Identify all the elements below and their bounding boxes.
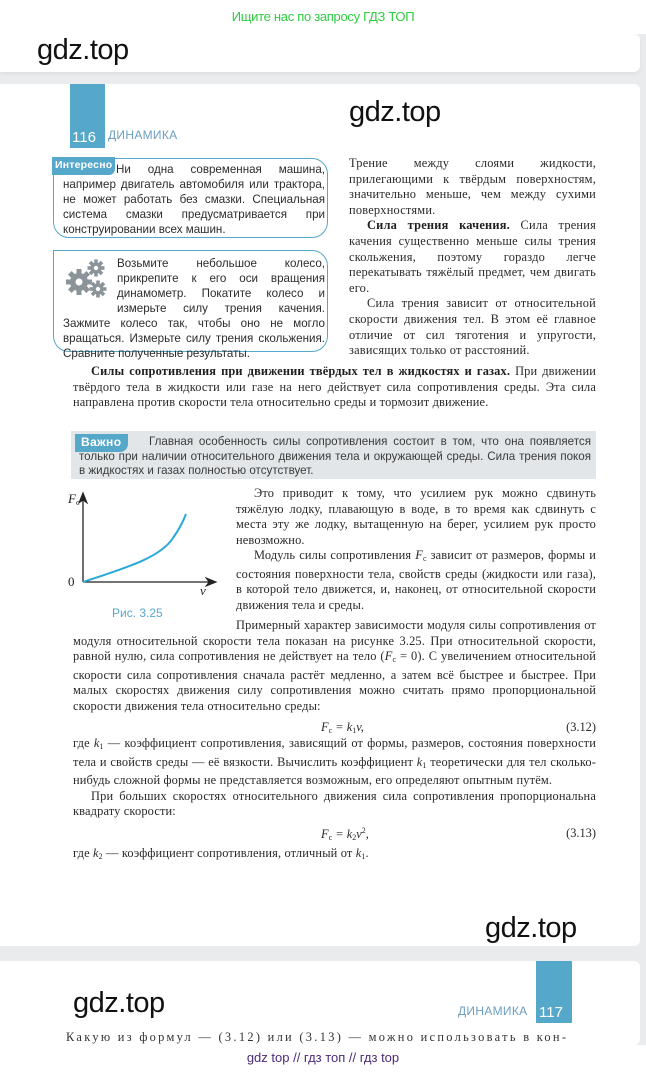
page-number: 117 (539, 1004, 563, 1021)
paragraph: Трение между слоями жидкости, прилегающими к твёрдым поверхностям, значительно меньше, чем между сухими поверхностями. (349, 156, 596, 217)
body-text-3 (73, 846, 596, 865)
watermark: gdz.top (485, 912, 577, 944)
resistance-graph (70, 486, 235, 606)
body-text-2 (73, 736, 596, 820)
top-banner[interactable]: Ищите нас по запросу ГДЗ ТОП (0, 0, 646, 34)
watermark: gdz.top (349, 96, 441, 128)
paragraph: Сила трения качения. Сила трения качения существенно меньше силы трения скольжения, поэтому гораздо легче перекатывать тяжёлый предмет, чем двигать его. (349, 218, 596, 295)
paragraph-partial: Какую из формул — (3.12) или (3.13) — можно использовать в кон- (66, 1030, 569, 1044)
important-box (71, 431, 596, 479)
interesting-text: Ни одна современная машина, например двигатель автомобиля или трактора, не может работать без смазки. Специальная система смазки предусматривается при конструировании всех машин. (63, 163, 325, 236)
paragraph-heading: Сила трения качения. (367, 218, 510, 233)
paragraph: где $k_1$ — коэффициент сопротивления, зависящий от формы, размеров, состояния поверхности тела и свойств среды — её вязкости. Вычислить коэффициент $k_1$ теоретически для тел сколько-нибудь сложной формы не представляется возможным, его определяют опытным путём. (73, 736, 596, 787)
watermark-card (0, 34, 640, 72)
interesting-box (53, 158, 328, 238)
watermark: gdz.top (73, 987, 165, 1019)
figure-caption: Рис. 3.25 (112, 606, 163, 620)
page-116 (0, 84, 640, 946)
section-title: ДИНАМИКА (458, 1004, 528, 1018)
paragraph: Модуль силы сопротивления $F_c$ зависит от размеров, формы и состояния поверхности тела, свойств среды (жидкости или газа), в которой тело движется, и, наконец, от относительной скорости движения тела и среды. (236, 548, 596, 612)
formula: $F_c = k_2v^2$, (321, 826, 369, 842)
paragraph: Сила трения зависит от относительной скорости движения тел. В этом её главное отличие от сил тяготения и упругости, зависящих только от расстояний. (349, 296, 596, 358)
page-117 (0, 961, 640, 1045)
paragraph: Это приводит к тому, что усилием рук можно сдвинуть тяжёлую лодку, плавающую в воде, в то время как сдвинуть с места эту же лодку, вытащенную на берег, усилием рук просто невозможно. (236, 486, 596, 547)
origin-label: 0 (68, 574, 75, 589)
paragraph: При движении твёрдого тела в жидкости или газе на него действует сила сопротивления среды. Эта сила направлена против скорости тела относительно среды и тормозит движение. (73, 364, 597, 409)
page-number-tab (536, 961, 572, 1023)
important-text: Главная особенность силы сопротивления состоит в том, что она появляется только при наличии относительного движения тела и окружающей среды. Сила трения покоя в жидкостях и газах полностью отсутствует. (79, 435, 591, 477)
interesting-badge: Интересно (52, 157, 115, 175)
figure-3-25 (70, 486, 235, 626)
formula: $F_c = k_1v$, (321, 720, 364, 735)
page-number: 116 (72, 129, 96, 146)
important-badge: Важно (75, 434, 128, 452)
gears-icon (63, 256, 117, 310)
page-number-tab (70, 84, 105, 148)
section-heading: Силы сопротивления при движении твёрдых тел в жидкостях и газах. (91, 364, 511, 378)
watermark: gdz.top (37, 34, 129, 66)
paragraph: где $k_2$ — коэффициент сопротивления, отличный от $k_1$. (73, 846, 369, 861)
formula-number: (3.12) (566, 720, 596, 734)
experiment-box (53, 250, 328, 360)
x-axis-label: v (200, 583, 206, 598)
section-title: ДИНАМИКА (108, 128, 178, 142)
paragraph: При больших скоростях относительного движения сила сопротивления пропорциональна квадрату скорости: (73, 788, 596, 818)
bottom-banner[interactable]: gdz top // гдз топ // гдз top (0, 1045, 646, 1076)
resistance-section (73, 364, 596, 411)
formula-3-13 (73, 826, 596, 842)
y-axis-label: $F_c$ (68, 491, 80, 507)
experiment-text: Возьмите небольшое колесо, прикрепите к его оси вращения динамометр. Покатите колесо и измерьте силу трения качения. Зажмите колесо так, чтобы оно не могло вращаться. Измерьте силу трения скольжения. Сравните полученные результаты. (63, 257, 325, 360)
formula-3-12 (73, 720, 596, 736)
body-text (73, 618, 596, 714)
formula-number: (3.13) (566, 826, 596, 840)
beside-figure-text (236, 486, 596, 613)
resistance-curve (83, 514, 186, 582)
paragraph: Примерный характер зависимости модуля силы сопротивления от модуля относительной скорости тела показан на рисунке 3.25. При относительной скорости, равной нулю, сила сопротивления не действует на тело $(F_c = 0)$. С увеличением относительной скорости сила сопротивления сначала растёт медленно, а затем всё быстрее и быстрее. При малых скоростях движения силу сопротивления можно считать прямо пропорциональной скорости движения тела относительно среды: (73, 618, 596, 713)
right-column (349, 156, 596, 359)
